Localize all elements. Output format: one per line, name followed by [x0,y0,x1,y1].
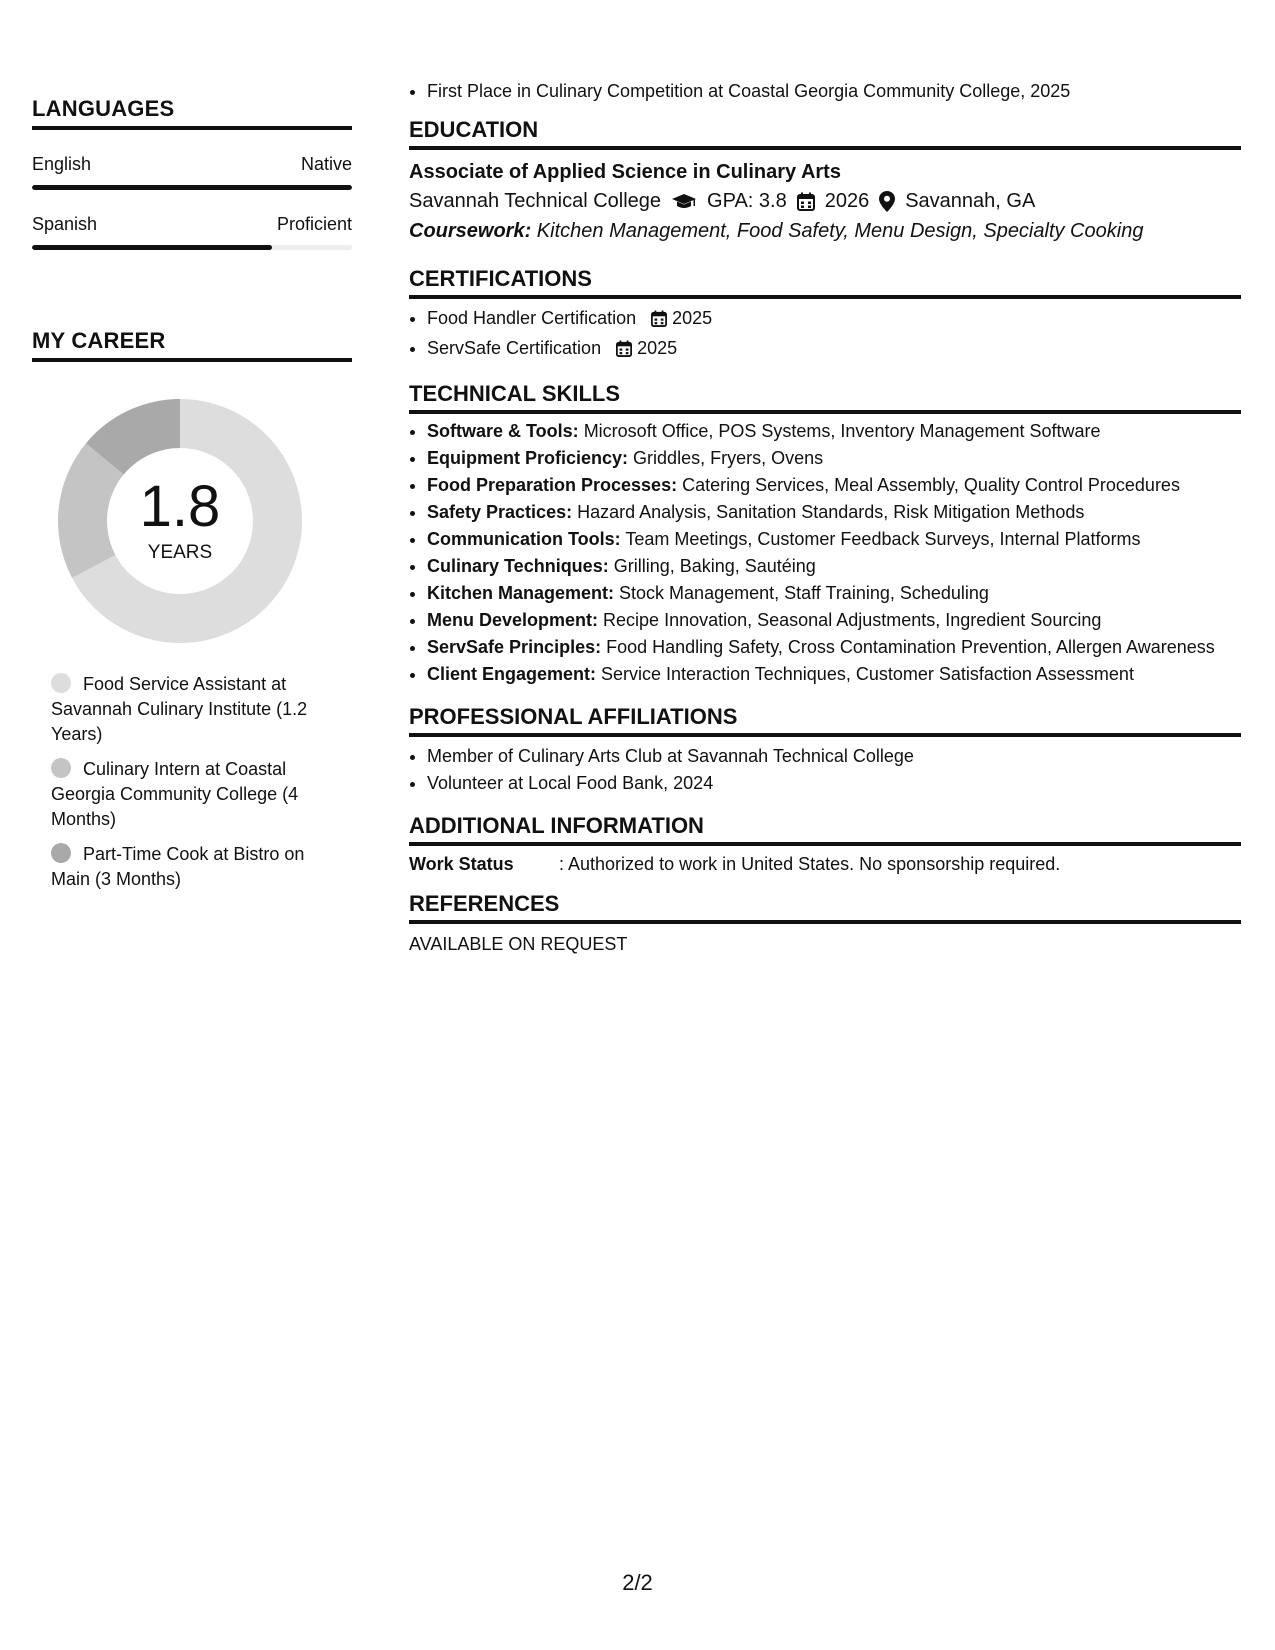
graduation-cap-icon [671,186,697,216]
affiliation-item: • Member of Culinary Arts Club at Savannah Technical College [427,743,1241,770]
language-item [32,154,352,190]
skill-value: Hazard Analysis, Sanitation Standards, Risk Mitigation Methods [572,502,1085,522]
language-level: Proficient [276,214,352,234]
certification-name: ServSafe Certification [427,338,602,358]
coursework-value: Kitchen Management, Food Safety, Menu Design, Specialty Cooking [531,220,1144,242]
career-legend-item [51,842,341,892]
skill-item [427,472,1241,499]
skill-item [427,634,1241,661]
skill-item [427,661,1241,688]
certification-item [427,305,1241,335]
language-level: Native [300,154,352,174]
language-name: Spanish [32,214,98,234]
skill-value: Grilling, Baking, Sautéing [608,556,816,576]
skill-label: Client Engagement: [427,664,597,684]
skill-value: Recipe Innovation, Seasonal Adjustments, Ingredient Sourcing [598,610,1102,630]
skill-item [427,499,1241,526]
skill-item [427,580,1241,607]
certifications-list [409,305,1241,365]
certification-item [427,335,1241,365]
career-legend-item [51,672,341,747]
references-heading: REFERENCES [409,891,1241,924]
references-text: AVAILABLE ON REQUEST [409,934,628,954]
career-donut-chart [55,396,305,646]
page-number: 2/2 [622,1570,653,1595]
skills-heading: TECHNICAL SKILLS [409,381,1241,414]
career-legend [51,672,341,892]
calendar-icon [616,338,632,365]
education-location: Savannah, GA [905,190,1036,212]
language-item [32,214,352,250]
skill-label: Software & Tools: [427,421,579,441]
skill-value: Team Meetings, Customer Feedback Surveys, Internal Platforms [620,529,1141,549]
legend-dot [51,673,71,693]
languages-heading: LANGUAGES [32,96,352,130]
skill-label: Communication Tools: [427,529,621,549]
certification-year: 2025 [672,308,713,328]
right-column [409,78,1241,955]
career-legend-label: Part-Time Cook at Bistro on Main (3 Months) [51,844,305,889]
award-item: • First Place in Culinary Competition at Coastal Georgia Community College, 2025 [427,78,1241,105]
language-proficiency-bar [32,245,352,250]
skill-value: Catering Services, Meal Assembly, Quality Control Procedures [677,475,1180,495]
language-proficiency-fill [32,185,352,190]
skill-value: Service Interaction Techniques, Customer Satisfaction Assessment [596,664,1134,684]
location-pin-icon [879,186,895,216]
left-column [32,96,352,902]
work-status-value: : Authorized to work in United States. No sponsorship required. [559,854,1061,874]
career-legend-label: Culinary Intern at Coastal Georgia Community College (4 Months) [51,759,299,829]
affiliations-list [409,743,1241,797]
calendar-icon [797,186,815,216]
skill-label: Kitchen Management: [427,583,615,603]
career-heading: MY CAREER [32,328,352,362]
coursework-label: Coursework: [409,220,532,242]
skill-item [427,445,1241,472]
language-name: English [32,154,92,174]
language-proficiency-fill [32,245,272,250]
legend-dot [51,758,71,778]
skill-label: Equipment Proficiency: [427,448,629,468]
work-status-label: Work Status [409,854,514,874]
awards-list [409,78,1241,105]
education-year: 2026 [824,190,870,212]
education-gpa: GPA: 3.8 [707,190,787,212]
career-legend-label: Food Service Assistant at Savannah Culinary Institute (1.2 Years) [51,674,308,744]
skills-list [409,418,1241,688]
skill-label: ServSafe Principles: [427,637,602,657]
work-status-row [409,854,1241,875]
affiliation-item: • Volunteer at Local Food Bank, 2024 [427,770,1241,797]
certifications-heading: CERTIFICATIONS [409,266,1241,299]
skill-label: Safety Practices: [427,502,573,522]
language-proficiency-bar [32,185,352,190]
skill-label: Culinary Techniques: [427,556,609,576]
education-coursework [409,216,1241,246]
certification-year: 2025 [637,338,678,358]
skill-value: Microsoft Office, POS Systems, Inventory Management Software [578,421,1101,441]
affiliations-heading: PROFESSIONAL AFFILIATIONS [409,704,1241,737]
skill-item [427,607,1241,634]
skill-value: Food Handling Safety, Cross Contamination Prevention, Allergen Awareness [601,637,1215,657]
certification-name: Food Handler Certification [427,308,637,328]
skill-item [427,526,1241,553]
skill-label: Menu Development: [427,610,599,630]
legend-dot [51,843,71,863]
skill-value: Griddles, Fryers, Ovens [628,448,824,468]
additional-info-heading: ADDITIONAL INFORMATION [409,813,1241,846]
skill-item [427,553,1241,580]
skill-label: Food Preparation Processes: [427,475,678,495]
career-total-unit: YEARS [147,542,213,563]
calendar-icon [651,308,667,335]
education-school: Savannah Technical College [409,190,662,212]
career-legend-item [51,757,341,832]
education-heading: EDUCATION [409,117,1241,150]
skill-item [427,418,1241,445]
education-degree: Associate of Applied Science in Culinary Arts [409,161,841,183]
career-total-value: 1.8 [139,474,221,539]
career-donut-center [55,396,305,646]
skill-value: Stock Management, Staff Training, Scheduling [614,583,989,603]
education-details [409,186,1241,216]
